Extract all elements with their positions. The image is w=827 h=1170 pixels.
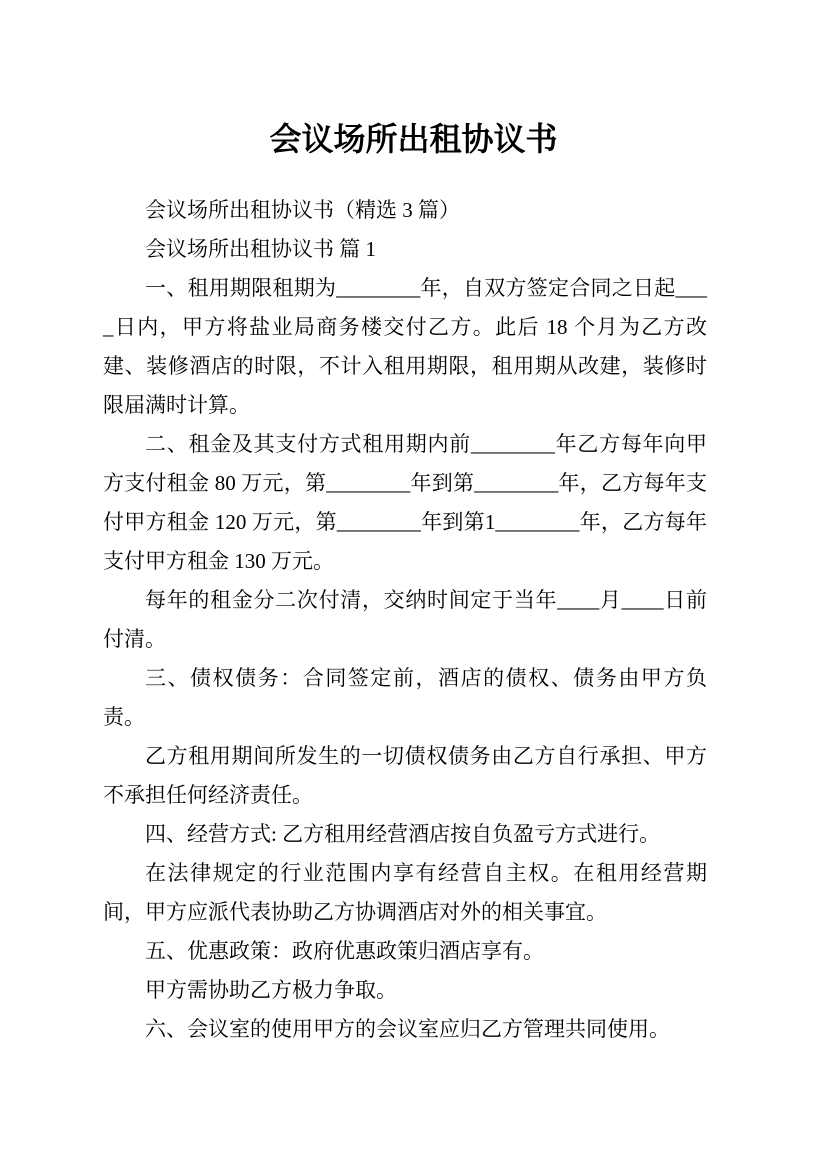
paragraph: 三、债权债务：合同签定前，酒店的债权、债务由甲方负责。 [103,666,707,729]
paragraph: 二、租金及其支付方式租用期内前________年乙方每年向甲方支付租金 80 万元，第________年到第________年，乙方每年支付甲方租金 120 万元，第________年到第1________年，乙方每年支付甲方租金 130 万元。 [103,432,707,573]
paragraph: 甲方需协助乙方极力争取。 [145,978,397,1002]
paragraph: 六、会议室的使用甲方的会议室应归乙方管理共同使用。 [145,1017,670,1041]
paragraph: 会议场所出租协议书 篇 1 [145,237,376,261]
paragraph: 会议场所出租协议书（精选 3 篇） [145,198,460,222]
paragraph: 四、经营方式: 乙方租用经营酒店按自负盈亏方式进行。 [145,822,661,846]
paragraph: 在法律规定的行业范围内享有经营自主权。在租用经营期间，甲方应派代表协助乙方协调酒店对外的相关事宜。 [103,861,707,924]
paragraph: 一、租用期限租期为________年，自双方签定合同之日起____日内，甲方将盐业局商务楼交付乙方。此后 18 个月为乙方改建、装修酒店的时限，不计入租用期限，租用期从改建，装修时限届满时计算。 [103,276,707,417]
document-body [103,191,707,1049]
paragraph: 乙方租用期间所发生的一切债权债务由乙方自行承担、甲方不承担任何经济责任。 [103,744,707,807]
paragraph: 每年的租金分二次付清，交纳时间定于当年____月____日前付清。 [103,588,707,651]
page-title: 会议场所出租协议书 [269,121,558,158]
paragraph: 五、优惠政策：政府优惠政策归酒店享有。 [145,939,544,963]
